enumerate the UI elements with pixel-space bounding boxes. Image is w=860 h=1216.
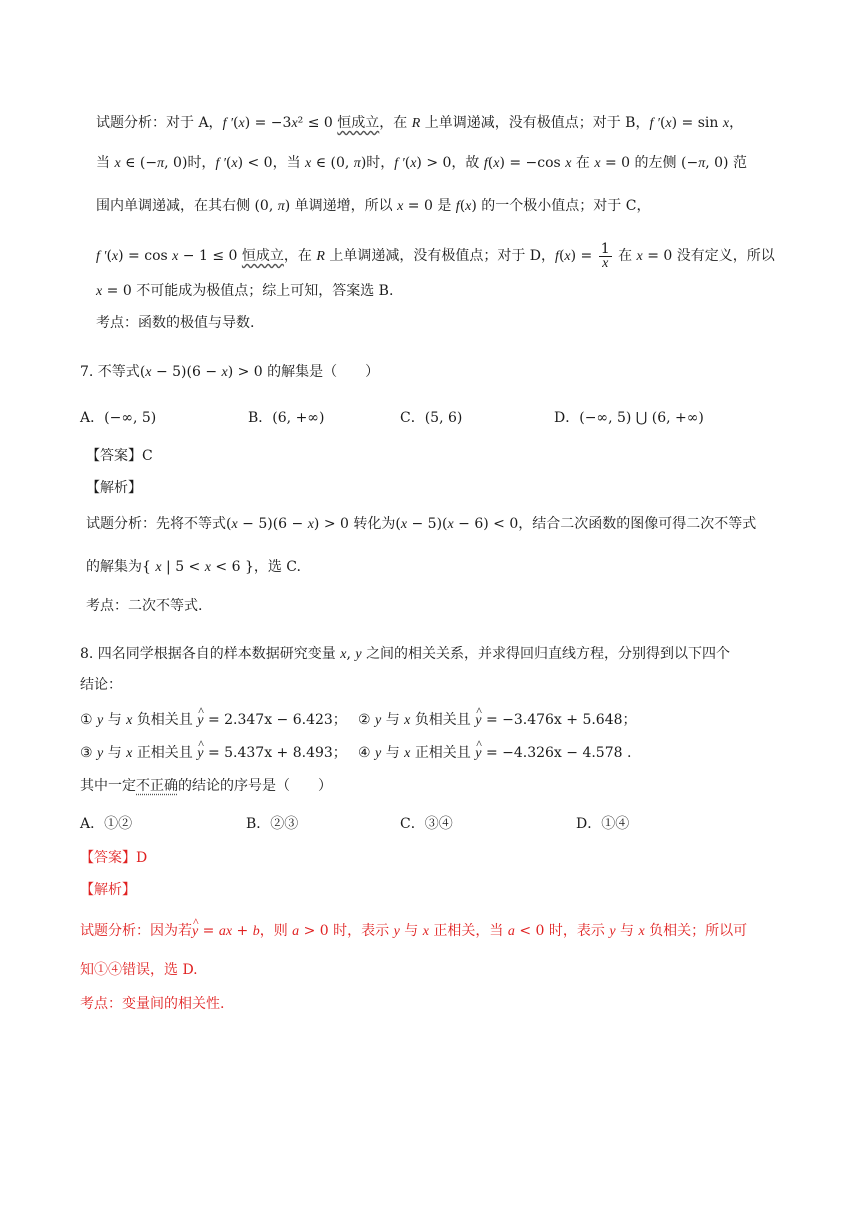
q8-question-line-5: 其中一定不正确的结论的序号是（ ） [80, 778, 332, 794]
q8-option-a: A．①② [80, 816, 133, 832]
q8-conclusion-2: ② y 与 x 负相关且 ^ y = −3.476x + 5.648； [358, 710, 637, 731]
q8-conclusion-3: ③ y 与 x 正相关且 ^ y = 5.437x + 8.493； [80, 743, 347, 764]
q7-question: 7. 不等式(x − 5)(6 − x) > 0 的解集是（ ） [80, 364, 380, 380]
q8-conclusion-1: ① y 与 x 负相关且 ^ y = 2.347x − 6.423； [80, 710, 347, 731]
q6-analysis-line-2: 当 x ∈ (−π, 0)时，f ′(x) < 0，当 x ∈ (0, π)时，f ′(x) > 0，故 f(x) = −cos x 在 x = 0 的左侧 (−π, 0) 范 [96, 155, 747, 171]
q8-point: 考点：变量间的相关性. [80, 996, 225, 1012]
q6-analysis-line-4: f ′(x) = cos x − 1 ≤ 0 恒成立，在 R 上单调递减，没有极值点；对于 D，f(x) = $\frac{1}{x}$ 在 x = 0 没有定义，所以 [96, 240, 775, 271]
q8-option-b: B．②③ [246, 816, 299, 832]
q8-analysis-line-1: 试题分析：因为若^ y = ax + b，则 a > 0 时，表示 y 与 x 正相关，当 a < 0 时，表示 y 与 x 负相关；所以可 [80, 921, 747, 942]
fraction-1-over-x: $\frac{1}{x}$ [600, 240, 610, 271]
q8-analysis-title: 【解析】 [80, 882, 136, 898]
q7-option-d: D．(−∞, 5) ⋃ (6, +∞) [554, 410, 704, 426]
q6-analysis-line-3: 围内单调递减，在其右侧 (0, π) 单调递增，所以 x = 0 是 f(x) 的一个极小值点；对于 C， [96, 198, 651, 214]
q7-option-b: B．(6, +∞) [248, 410, 325, 426]
q8-answer: 【答案】D [80, 850, 148, 866]
q6-analysis-line-5: x = 0 不可能成为极值点；综上可知，答案选 B. [96, 283, 394, 299]
q8-option-c: C．③④ [400, 816, 453, 832]
q7-option-c: C．(5, 6) [400, 410, 463, 426]
q6-analysis-line-1: 试题分析：对于 A，f ′(x) = −3x² ≤ 0 恒成立，在 R 上单调递减，没有极值点；对于 B，f ′(x) = sin x， [96, 115, 744, 131]
q8-question-line-1: 8. 四名同学根据各自的样本数据研究变量 x, y 之间的相关关系，并求得回归直线方程，分别得到以下四个 [80, 646, 731, 662]
q7-option-a: A．(−∞, 5) [80, 410, 157, 426]
q7-answer: 【答案】C [86, 448, 153, 464]
q7-analysis-line-2: 的解集为{ x | 5 < x < 6 }，选 C. [86, 559, 301, 575]
q8-question-line-2: 结论： [80, 677, 122, 693]
q8-option-d: D．①④ [576, 816, 630, 832]
q7-analysis-line-1: 试题分析：先将不等式(x − 5)(6 − x) > 0 转化为(x − 5)(x − 6) < 0，结合二次函数的图像可得二次不等式 [86, 516, 757, 532]
q6-point: 考点：函数的极值与导数. [96, 315, 255, 331]
q8-conclusion-4: ④ y 与 x 正相关且 ^ y = −4.326x − 4.578 . [358, 743, 631, 764]
q7-point: 考点：二次不等式. [86, 598, 203, 614]
q8-analysis-line-2: 知①④错误，选 D. [80, 962, 198, 978]
q7-analysis-title: 【解析】 [86, 480, 142, 496]
